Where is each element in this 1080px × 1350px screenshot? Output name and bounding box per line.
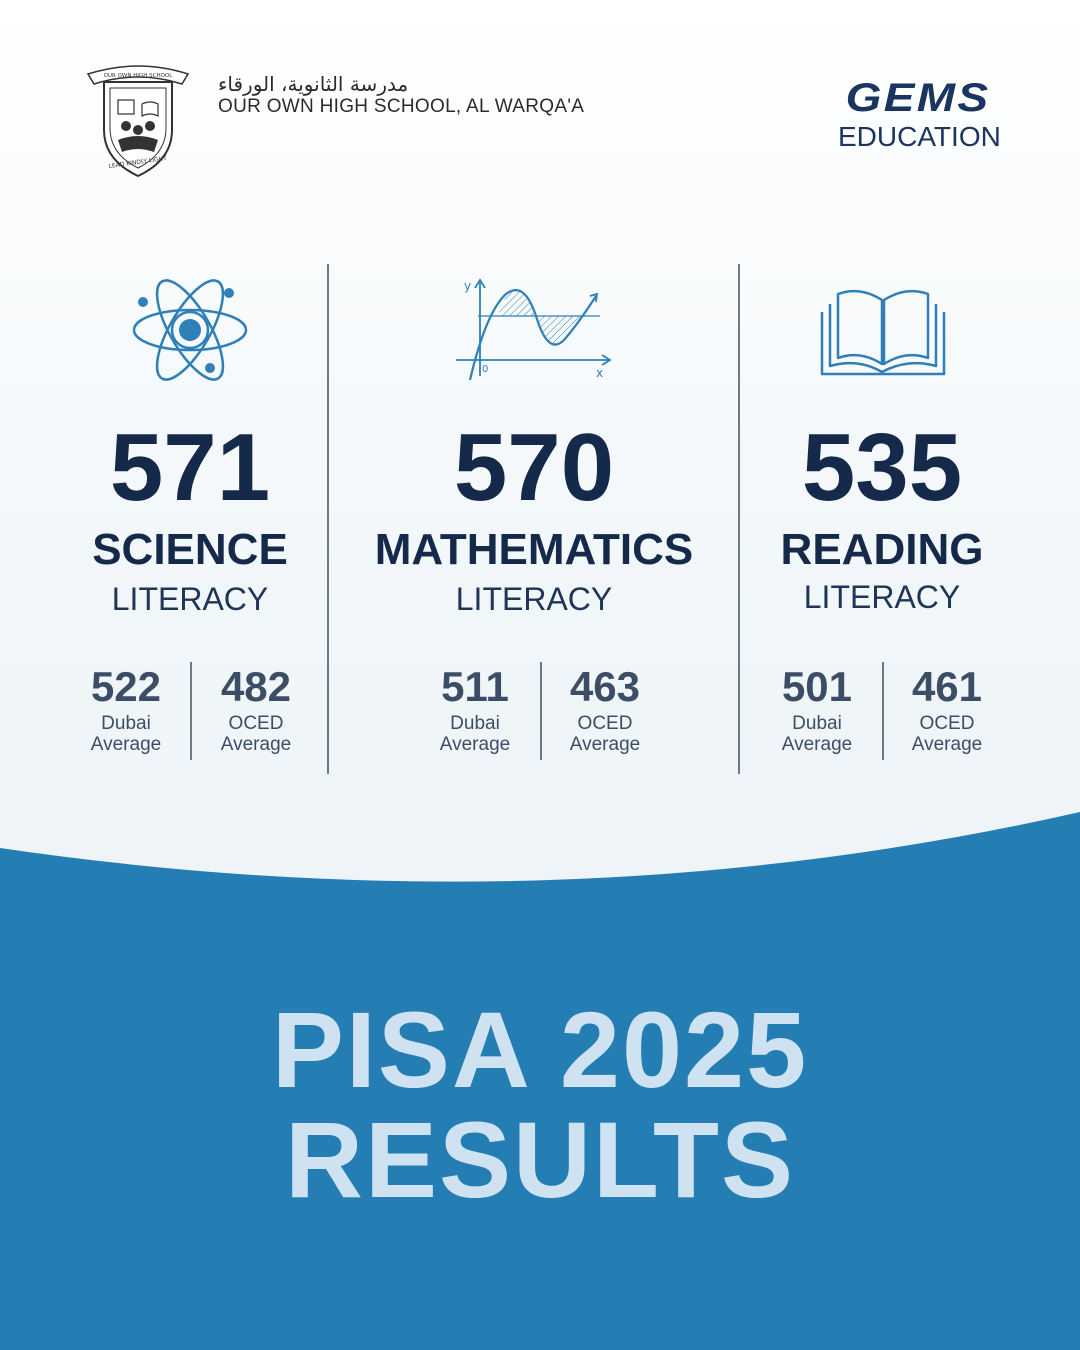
atom-icon bbox=[128, 272, 252, 388]
gems-education-text: EDUCATION bbox=[838, 121, 1001, 152]
reading-score: 535 bbox=[801, 414, 963, 521]
pisa-title-line1: PISA 2025 bbox=[271, 989, 809, 1110]
science-dubai-average-label: Dubai Average bbox=[90, 713, 162, 755]
science-oced-average-label: OCED Average bbox=[220, 713, 292, 755]
mathematics-dubai-average-label: Dubai Average bbox=[439, 713, 511, 755]
graph-x-label: x bbox=[596, 366, 604, 380]
reading-dubai-average-label: Dubai Average bbox=[781, 713, 853, 755]
school-name-english: OUR OWN HIGH SCHOOL, AL WARQA'A bbox=[218, 96, 585, 117]
science-literacy-label: LITERACY bbox=[111, 581, 269, 617]
gems-wordmark: GEMS bbox=[845, 76, 991, 120]
function-graph-icon bbox=[450, 276, 616, 382]
mathematics-score: 570 bbox=[453, 414, 615, 521]
crest-text-top: OUR OWN HIGH SCHOOL bbox=[103, 73, 173, 79]
pisa-title-line2: RESULTS bbox=[284, 1099, 796, 1220]
science-dubai-average-value: 522 bbox=[90, 663, 162, 710]
mathematics-oced-average-value: 463 bbox=[569, 663, 641, 710]
reading-dubai-average-value: 501 bbox=[781, 663, 853, 710]
reading-oced-average-label: OCED Average bbox=[911, 713, 983, 755]
school-crest-icon bbox=[84, 60, 192, 180]
column-divider bbox=[738, 264, 740, 774]
gems-education-logo bbox=[838, 76, 1001, 154]
open-book-icon bbox=[818, 286, 948, 378]
reading-oced-average-value: 461 bbox=[911, 663, 983, 710]
graph-origin-label: 0 bbox=[482, 364, 489, 375]
reading-subject-label: READING bbox=[780, 525, 984, 574]
column-divider bbox=[327, 264, 329, 774]
mathematics-literacy-label: LITERACY bbox=[455, 581, 613, 617]
school-name-arabic: مدرسة الثانوية، الورقاء bbox=[218, 72, 409, 96]
reading-literacy-label: LITERACY bbox=[803, 579, 961, 615]
pisa-results-title bbox=[0, 989, 1080, 1220]
mathematics-dubai-average-value: 511 bbox=[441, 663, 509, 710]
mathematics-subject-label: MATHEMATICS bbox=[374, 525, 694, 574]
crest-text-bottom: LEAD KINDLY LIGHT bbox=[108, 154, 168, 171]
graph-y-label: y bbox=[464, 279, 472, 293]
science-subject-label: SCIENCE bbox=[92, 525, 288, 574]
science-score: 571 bbox=[109, 414, 271, 521]
mathematics-oced-average-label: OCED Average bbox=[569, 713, 641, 755]
science-oced-average-value: 482 bbox=[220, 663, 292, 710]
